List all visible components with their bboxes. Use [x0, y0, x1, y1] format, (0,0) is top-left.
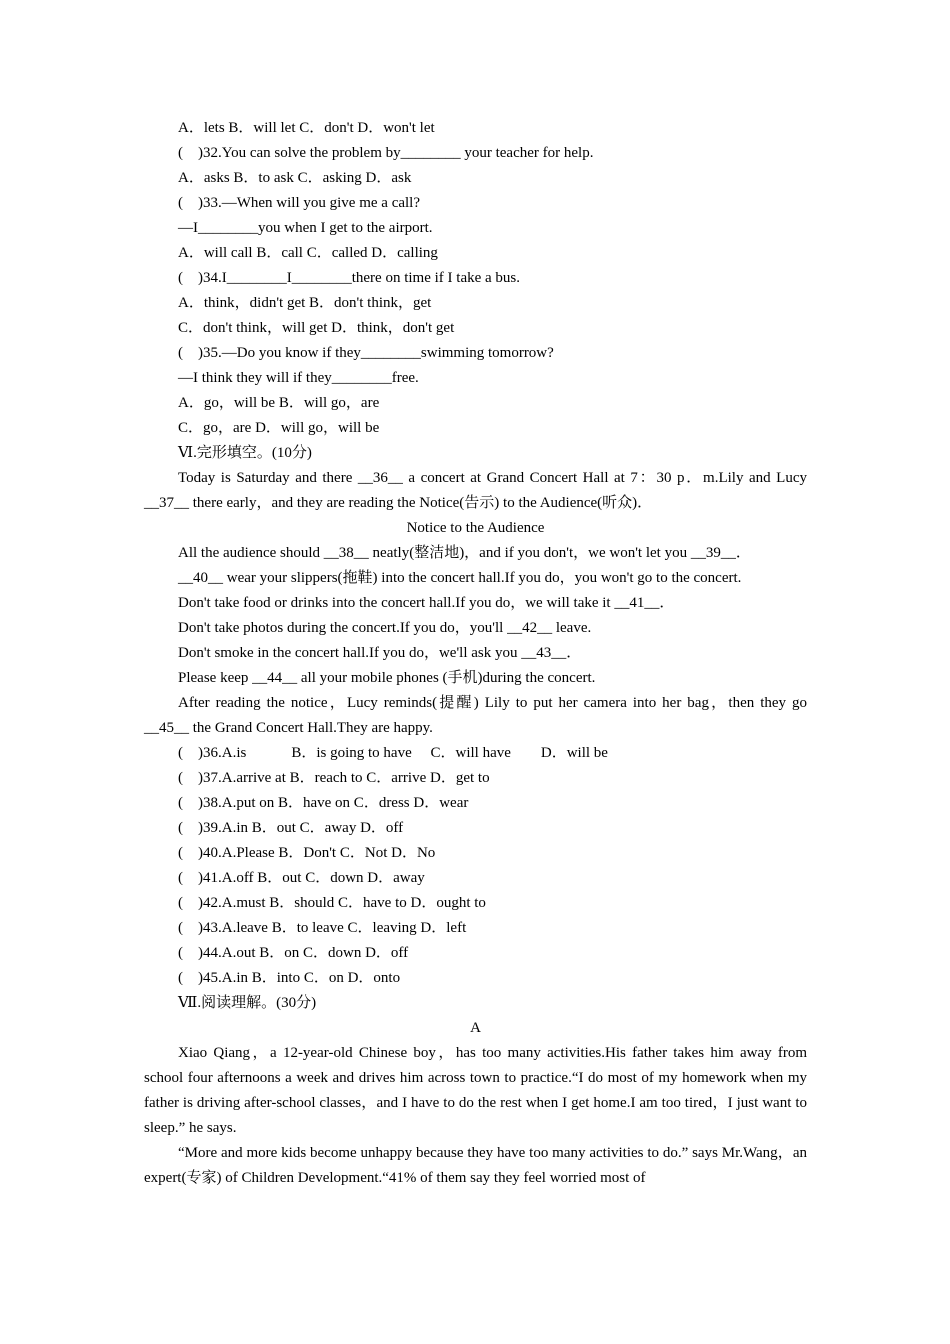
section-7-heading: Ⅶ.阅读理解。(30分) — [178, 995, 317, 1011]
notice-line: All the audience should __38__ neatly(整洁地)，and if you don't，we won't let you __39__． — [178, 545, 751, 561]
text-line: A．asks B．to ask C．asking D．ask — [178, 170, 412, 186]
notice-line: Don't take photos during the concert.If you do，you'll __42__ leave. — [178, 620, 592, 636]
question-35: ( )35.—Do you know if they________swimming tomorrow? — [178, 345, 554, 361]
text-line: A．go，will be B．will go，are — [178, 395, 380, 411]
text-line: C．don't think，will get D．think，don't get — [178, 320, 455, 336]
question-32: ( )32.You can solve the problem by________ your teacher for help. — [178, 145, 594, 161]
option-40: ( )40.A.Please B．Don't C．Not D．No — [178, 845, 436, 861]
reading-paragraph-1: Xiao Qiang，a 12-year-old Chinese boy，has too many activities.His father takes him away from school four afternoons a week and drives him across town to practice.“I do most of my homework when my father is driving after-school classes，and I have to do the rest when I get home.I am too tired，I just want to sleep.” he says. — [144, 1045, 807, 1136]
passage-label: A — [470, 1020, 481, 1036]
notice-title: Notice to the Audience — [406, 520, 545, 536]
text-line: C．go，are D．will go，will be — [178, 420, 380, 436]
option-45: ( )45.A.in B．into C．on D．onto — [178, 970, 401, 986]
notice-para: __40__ wear your slippers(拖鞋) into the concert hall.If you do，you won't go to the concert. — [178, 570, 742, 586]
text-line: A．think，didn't get B．don't think，get — [178, 295, 432, 311]
text-line: —I________you when I get to the airport. — [178, 220, 433, 236]
after-reading-para: After reading the notice，Lucy reminds(提醒) Lily to put her camera into her bag，then they go __45__ the Grand Concert Hall.They are happy. — [144, 695, 807, 736]
text-line: —I think they will if they________free. — [178, 370, 419, 386]
question-33: ( )33.—When will you give me a call? — [178, 195, 421, 211]
notice-line: Please keep __44__ all your mobile phones (手机)during the concert. — [178, 670, 596, 686]
notice-line: Don't smoke in the concert hall.If you do，we'll ask you __43__． — [178, 645, 582, 661]
option-42: ( )42.A.must B．should C．have to D．ought to — [178, 895, 486, 911]
option-38: ( )38.A.put on B．have on C．dress D．wear — [178, 795, 469, 811]
notice-line: Don't take food or drinks into the concert hall.If you do，we will take it __41__． — [178, 595, 675, 611]
option-39: ( )39.A.in B．out C．away D．off — [178, 820, 404, 836]
question-34: ( )34.I________I________there on time if I take a bus. — [178, 270, 521, 286]
cloze-intro: Today is Saturday and there __36__ a concert at Grand Concert Hall at 7：30 p．m.Lily and Lucy __37__ there early，and they are reading the Notice(告示) to the Audience(听众)． — [144, 470, 807, 511]
option-41: ( )41.A.off B．out C．down D．away — [178, 870, 425, 886]
option-43: ( )43.A.leave B．to leave C．leaving D．left — [178, 920, 467, 936]
option-37: ( )37.A.arrive at B．reach to C．arrive D．get to — [178, 770, 490, 786]
text-line: A．will call B．call C．called D．calling — [178, 245, 438, 261]
page-content — [144, 116, 807, 1191]
option-44: ( )44.A.out B．on C．down D．off — [178, 945, 409, 961]
reading-paragraph-2: “More and more kids become unhappy because they have too many activities to do.” says Mr.Wang，an expert(专家) of Children Development.“41% of them say they feel worried most of — [144, 1145, 807, 1186]
option-36: ( )36.A.is B．is going to have C．will have D．will be — [178, 745, 608, 761]
text-line: A．lets B．will let C．don't D．won't let — [178, 120, 435, 136]
section-6-heading: Ⅵ.完形填空。(10分) — [178, 445, 312, 461]
